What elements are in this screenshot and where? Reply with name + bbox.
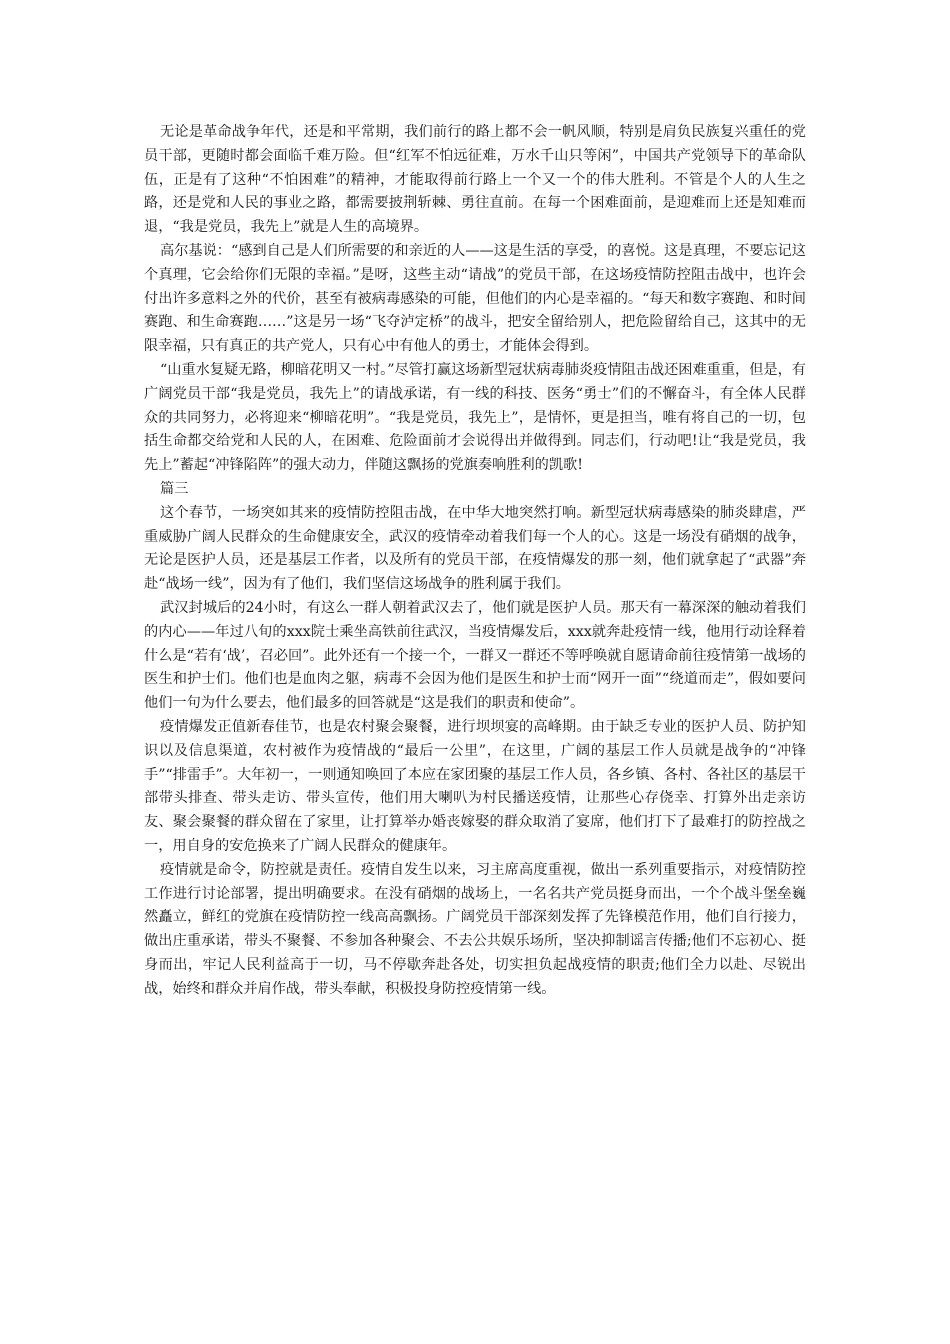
paragraph: 这个春节，一场突如其来的疫情防控阻击战，在中华大地突然打响。新型冠状病毒感染的肺炎肆虐，严重威胁广阔人民群众的生命健康安全，武汉的疫情牵动着我们每一个人的心。这是一场没有硝烟的战争，无论是医护人员，还是基层工作者，以及所有的党员干部，在疫情爆发的那一刻，他们就拿起了“武器”奔赴“战场一线”，因为有了他们，我们坚信这场战争的胜利属于我们。 — [144, 504, 806, 593]
paragraph: 无论是革命战争年代，还是和平常期，我们前行的路上都不会一帆风顺，特别是肩负民族复兴重任的党员干部，更随时都会面临千难万险。但“红军不怕远征难，万水千山只等闲”，中国共产党领导下的革命队伍，正是有了这种“不怕困难”的精神，才能取得前行路上一个又一个的伟大胜利。不管是个人的人生之路，还是党和人民的事业之路，都需要披荆斩棘、勇往直前。在每一个困难面前，是迎难而上还是知难而退，“我是党员，我先上”就是人生的高境界。 — [144, 124, 806, 236]
document-body — [144, 121, 806, 1001]
paragraph: “山重水复疑无路，柳暗花明又一村。”尽管打赢这场新型冠状病毒肺炎疫情阻击战还困难重重，但是，有广阔党员干部“我是党员，我先上”的请战承诺，有一线的科技、医务“勇士”们的不懈奋斗，有全体人民群众的共同努力，必将迎来“柳暗花明”。“我是党员，我先上”，是情怀，更是担当，唯有将自己的一切，包括生命都交给党和人民的人，在困难、危险面前才会说得出并做得到。同志们，行动吧!让“我是党员，我先上”蓄起“冲锋陷阵”的强大动力，伴随这飘扬的党旗奏响胜利的凯歌! — [144, 361, 806, 474]
paragraph: 疫情就是命令，防控就是责任。疫情自发生以来，习主席高度重视，做出一系列重要指示，对疫情防控工作进行讨论部署，提出明确要求。在没有硝烟的战场上，一名名共产党员挺身而出，一个个战斗堡垒巍然矗立，鲜红的党旗在疫情防控一线高高飘扬。广阔党员干部深刻发挥了先锋模范作用，他们自行接力，做出庄重承诺，带头不聚餐、不参加各种聚会、不去公共娱乐场所，坚决抑制谣言传播;他们不忘初心、挺身而出，牢记人民利益高于一切，马不停歇奔赴各处，切实担负起战疫情的职责;他们全力以赴、尽锐出战，始终和群众并肩作战，带头奉献，积极投身防控疫情第一线。 — [144, 861, 806, 997]
paragraph: 疫情爆发正值新春佳节，也是农村聚会聚餐，进行坝坝宴的高峰期。由于缺乏专业的医护人员、防护知识以及信息渠道，农村被作为疫情战的“最后一公里”，在这里，广阔的基层工作人员就是战争的“冲锋手”“排雷手”。大年初一，一则通知唤回了本应在家团聚的基层工作人员，各乡镇、各村、各社区的基层干部带头排查、带头走访、带头宣传，他们用大喇叭为村民播送疫情，让那些心存侥幸、打算外出走亲访友、聚会聚餐的群众留在了家里，让打算举办婚丧嫁娶的群众取消了宴席，他们打下了最难打的防控战之一，用自身的安危换来了广阔人民群众的健康年。 — [144, 718, 806, 854]
paragraph: 高尔基说：“感到自己是人们所需要的和亲近的人——这是生活的享受，的喜悦。这是真理，不要忘记这个真理，它会给你们无限的幸福。”是呀，这些主动“请战”的党员干部，在这场疫情防控阻击战中，也许会付出许多意料之外的代价，甚至有被病毒感染的可能，但他们的内心是幸福的。“每天和数字赛跑、和时间赛跑、和生命赛跑……”这是另一场“飞夺泸定桥”的战斗，把安全留给别人，把危险留给自己，这其中的无限幸福，只有真正的共产党人，只有心中有他人的勇士，才能体会得到。 — [144, 242, 806, 355]
section-heading: 篇三 — [160, 480, 189, 497]
paragraph: 武汉封城后的24小时，有这么一群人朝着武汉去了，他们就是医护人员。那天有一幕深深的触动着我们的内心——年过八旬的xxx院士乘坐高铁前往武汉，当疫情爆发后，xxx就奔赴疫情一线，他用行动诠释着什么是“若有‘战’，召必回”。此外还有一个接一个，一群又一群还不等呼唤就自愿请命前往疫情第一战场的医生和护士们。他们也是血肉之躯，病毒不会因为他们是医生和护士而“网开一面”“绕道而走”，假如要问他们一句为什么要去，他们最多的回答就是“这是我们的职责和使命”。 — [144, 599, 806, 712]
